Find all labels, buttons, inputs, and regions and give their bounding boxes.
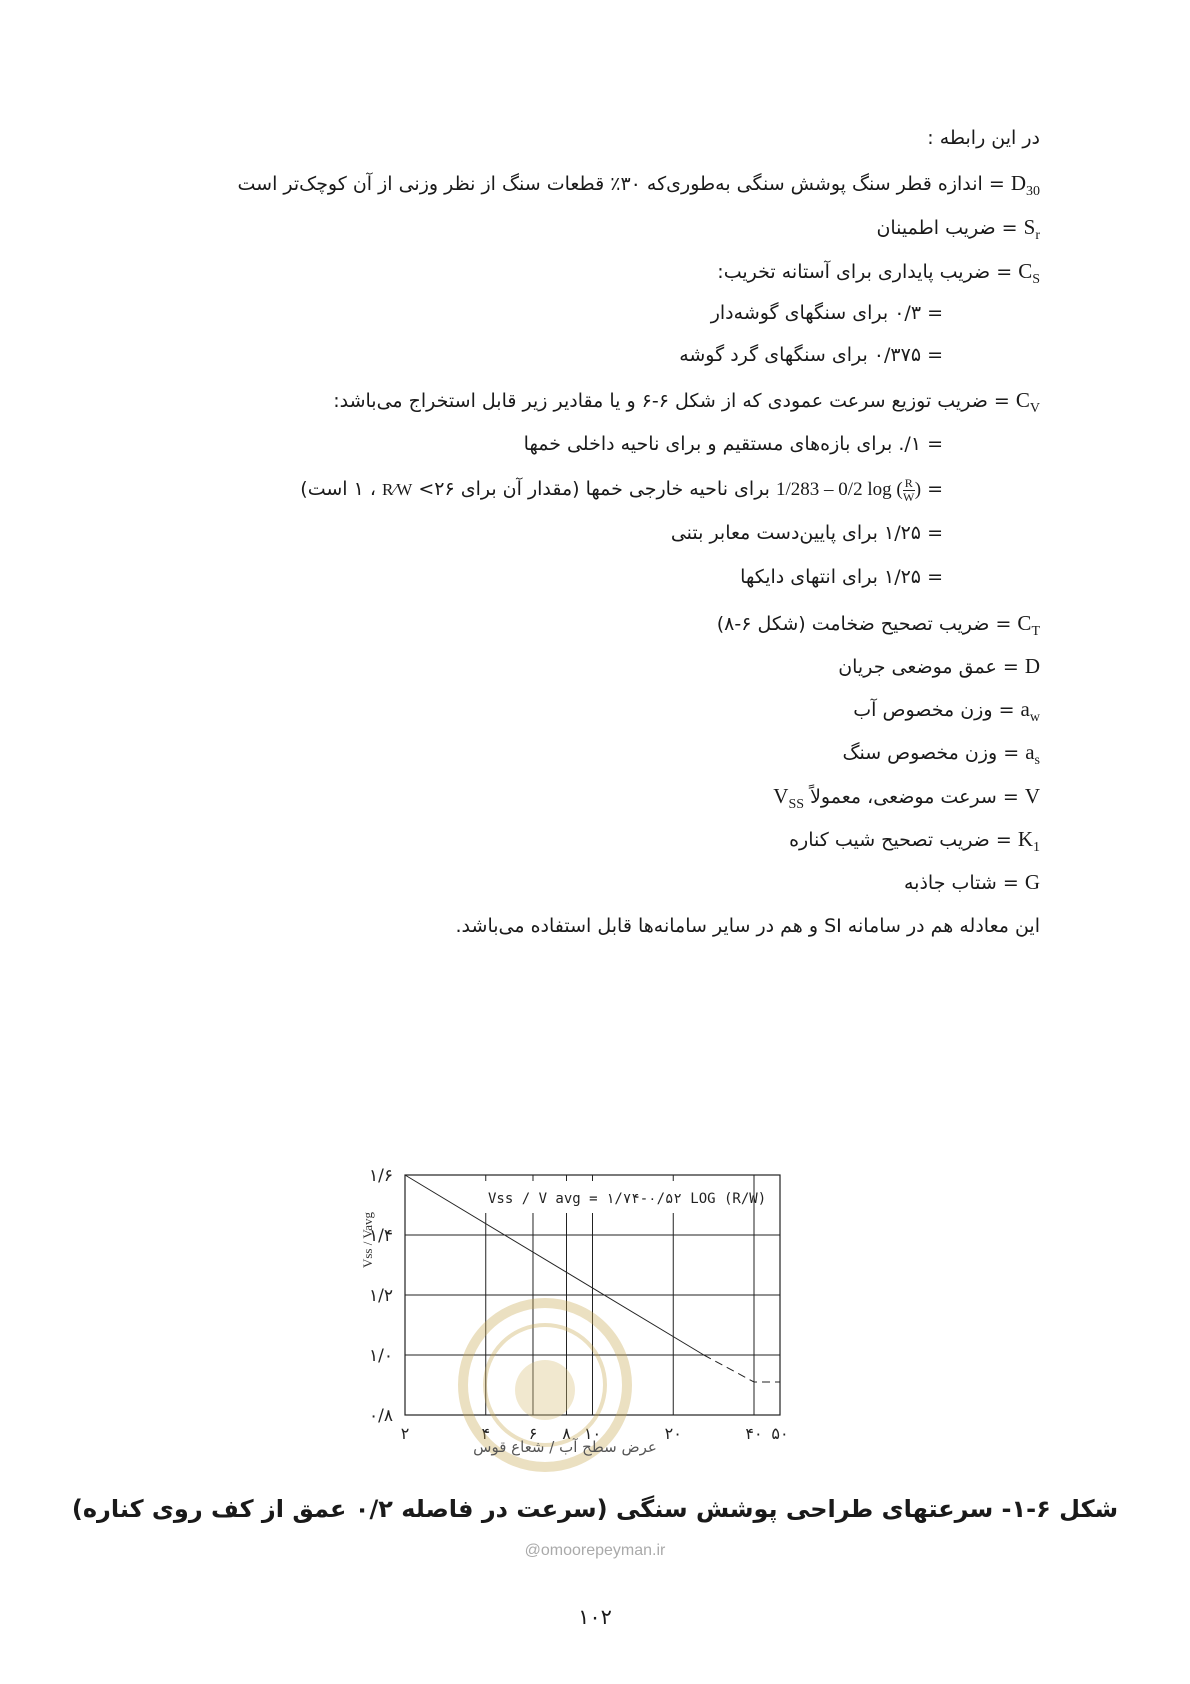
cs-value-2: = ۰/۳۷۵ برای سنگهای گرد گوشه bbox=[679, 344, 943, 366]
ct-definition bbox=[717, 610, 1040, 645]
cv-value-2 bbox=[300, 476, 943, 504]
cv-2-formula-text: 1/283 – 0/2 log bbox=[776, 479, 892, 500]
rw-fraction bbox=[903, 477, 915, 504]
d30-text: = اندازه قطر سنگ پوشش سنگی به‌طوری‌که ۳۰٪ قطعات سنگ از نظر وزنی از آن کوچک‌تر است bbox=[237, 173, 1005, 195]
si-note: این معادله هم در سامانه SI و هم در سایر سامانه‌ها قابل استفاده می‌باشد. bbox=[455, 915, 1040, 937]
x-tick-label: ۴۰ bbox=[745, 1424, 763, 1443]
as-text: = وزن مخصوص سنگ bbox=[842, 742, 1020, 764]
x-tick-label: ۴ bbox=[481, 1424, 491, 1443]
cv-2-equals: = bbox=[921, 478, 943, 500]
cv-text: = ضریب توزیع سرعت عمودی که از شکل ۶-۶ و یا مقادیر زیر قابل استخراج می‌باشد: bbox=[333, 390, 1010, 412]
ct-text: = ضریب تصحیح ضخامت (شکل ۶-۸) bbox=[716, 613, 1012, 635]
x-tick-label: ۲۰ bbox=[664, 1424, 682, 1443]
d30-definition bbox=[238, 170, 1040, 205]
x-tick-label: ۵۰ bbox=[771, 1424, 789, 1443]
cv-2-text: برای ناحیه خارجی خمها (مقدار آن برای ۲۶> bbox=[418, 478, 770, 500]
x-tick-label: ۱۰ bbox=[583, 1424, 602, 1443]
y-tick-label: ۱/۴ bbox=[369, 1226, 393, 1246]
page-number: ۱۰۲ bbox=[578, 1605, 612, 1629]
cs-symbol: $C_S$ bbox=[1018, 259, 1040, 288]
sr-text: = ضریب اطمینان bbox=[876, 217, 1018, 239]
aw-text: = وزن مخصوص آب bbox=[853, 699, 1015, 721]
y-tick-label: ۱/۶ bbox=[369, 1166, 393, 1186]
chart-equation bbox=[480, 1181, 766, 1213]
k1-definition bbox=[789, 826, 1040, 861]
v-definition bbox=[773, 783, 1040, 818]
cs-text: = ضریب پایداری برای آستانه تخریب: bbox=[717, 261, 1013, 283]
cv-2-formula: 1/283 – 0/2 log ( $\frac{R}{W}$ ) bbox=[776, 476, 922, 505]
g-text: = شتاب جاذبه bbox=[903, 872, 1019, 894]
cv-2-rw: R⁄W bbox=[382, 480, 413, 499]
x-axis-label: عرض سطح آب / شعاع قوس bbox=[473, 1438, 657, 1456]
cv-value-4: = ۱/۲۵ برای انتهای دایکها bbox=[740, 566, 943, 588]
x-tick-label: ۲ bbox=[400, 1424, 410, 1443]
ct-symbol: $C_T$ bbox=[1017, 611, 1040, 640]
g-definition bbox=[904, 869, 1040, 896]
intro-line: در این رابطه : bbox=[927, 127, 1040, 149]
equation-text: Vss / V avg = ۱/۷۴-۰/۵۲ LOG (R/W) bbox=[488, 1191, 767, 1207]
dashed-series-line bbox=[704, 1355, 780, 1382]
y-tick-label: ۱/۲ bbox=[369, 1286, 393, 1306]
cv-symbol: $C_V$ bbox=[1015, 388, 1040, 417]
k1-text: = ضریب تصحیح شیب کناره bbox=[789, 829, 1012, 851]
aw-definition bbox=[853, 696, 1040, 731]
y-axis-label: Vss / Vavg bbox=[360, 1211, 375, 1269]
v-text: = سرعت موضعی، معمولاً bbox=[810, 786, 1019, 808]
figure-caption: شکل ۶-۱- سرعتهای طراحی پوشش سنگی (سرعت در فاصله ۰/۲ عمق از کف روی کناره) bbox=[71, 1495, 1119, 1523]
as-definition bbox=[842, 739, 1040, 774]
as-symbol: $a_s$ bbox=[1025, 740, 1040, 769]
aw-symbol: $a_w$ bbox=[1020, 697, 1040, 726]
y-tick-label: ۱/۰ bbox=[369, 1346, 393, 1366]
d-definition bbox=[838, 653, 1040, 680]
velocity-chart bbox=[350, 1115, 850, 1495]
d-symbol: D bbox=[1024, 654, 1040, 678]
k1-symbol: $K_1$ bbox=[1017, 827, 1040, 856]
vss-symbol: $V_{SS}$ bbox=[773, 784, 805, 813]
frac-denominator: W bbox=[903, 490, 915, 505]
frac-numerator: R bbox=[904, 476, 913, 491]
x-tick-label: ۶ bbox=[528, 1424, 538, 1443]
cv-definition bbox=[333, 387, 1040, 422]
cs-value-1: = ۰/۳ برای سنگهای گوشه‌دار bbox=[710, 302, 943, 324]
d-text: = عمق موضعی جریان bbox=[838, 656, 1019, 678]
cv-2-end: ، ۱ است) bbox=[300, 478, 376, 500]
g-symbol: G bbox=[1024, 870, 1040, 894]
sr-definition bbox=[876, 214, 1040, 249]
y-tick-label: ۰/۸ bbox=[369, 1406, 393, 1426]
cv-value-1: = ۱/. برای بازه‌های مستقیم و برای ناحیه داخلی خمها bbox=[523, 433, 943, 455]
sr-symbol: $S_r$ bbox=[1023, 215, 1040, 244]
v-symbol: V bbox=[1024, 784, 1040, 808]
cs-definition bbox=[717, 258, 1040, 293]
watermark-url: @omoorepeyman.ir bbox=[524, 1542, 666, 1559]
cv-value-3: = ۱/۲۵ برای پایین‌دست معابر بتنی bbox=[670, 522, 943, 544]
d30-symbol: $D_{30}$ bbox=[1010, 171, 1040, 200]
x-tick-label: ۸ bbox=[562, 1424, 571, 1443]
